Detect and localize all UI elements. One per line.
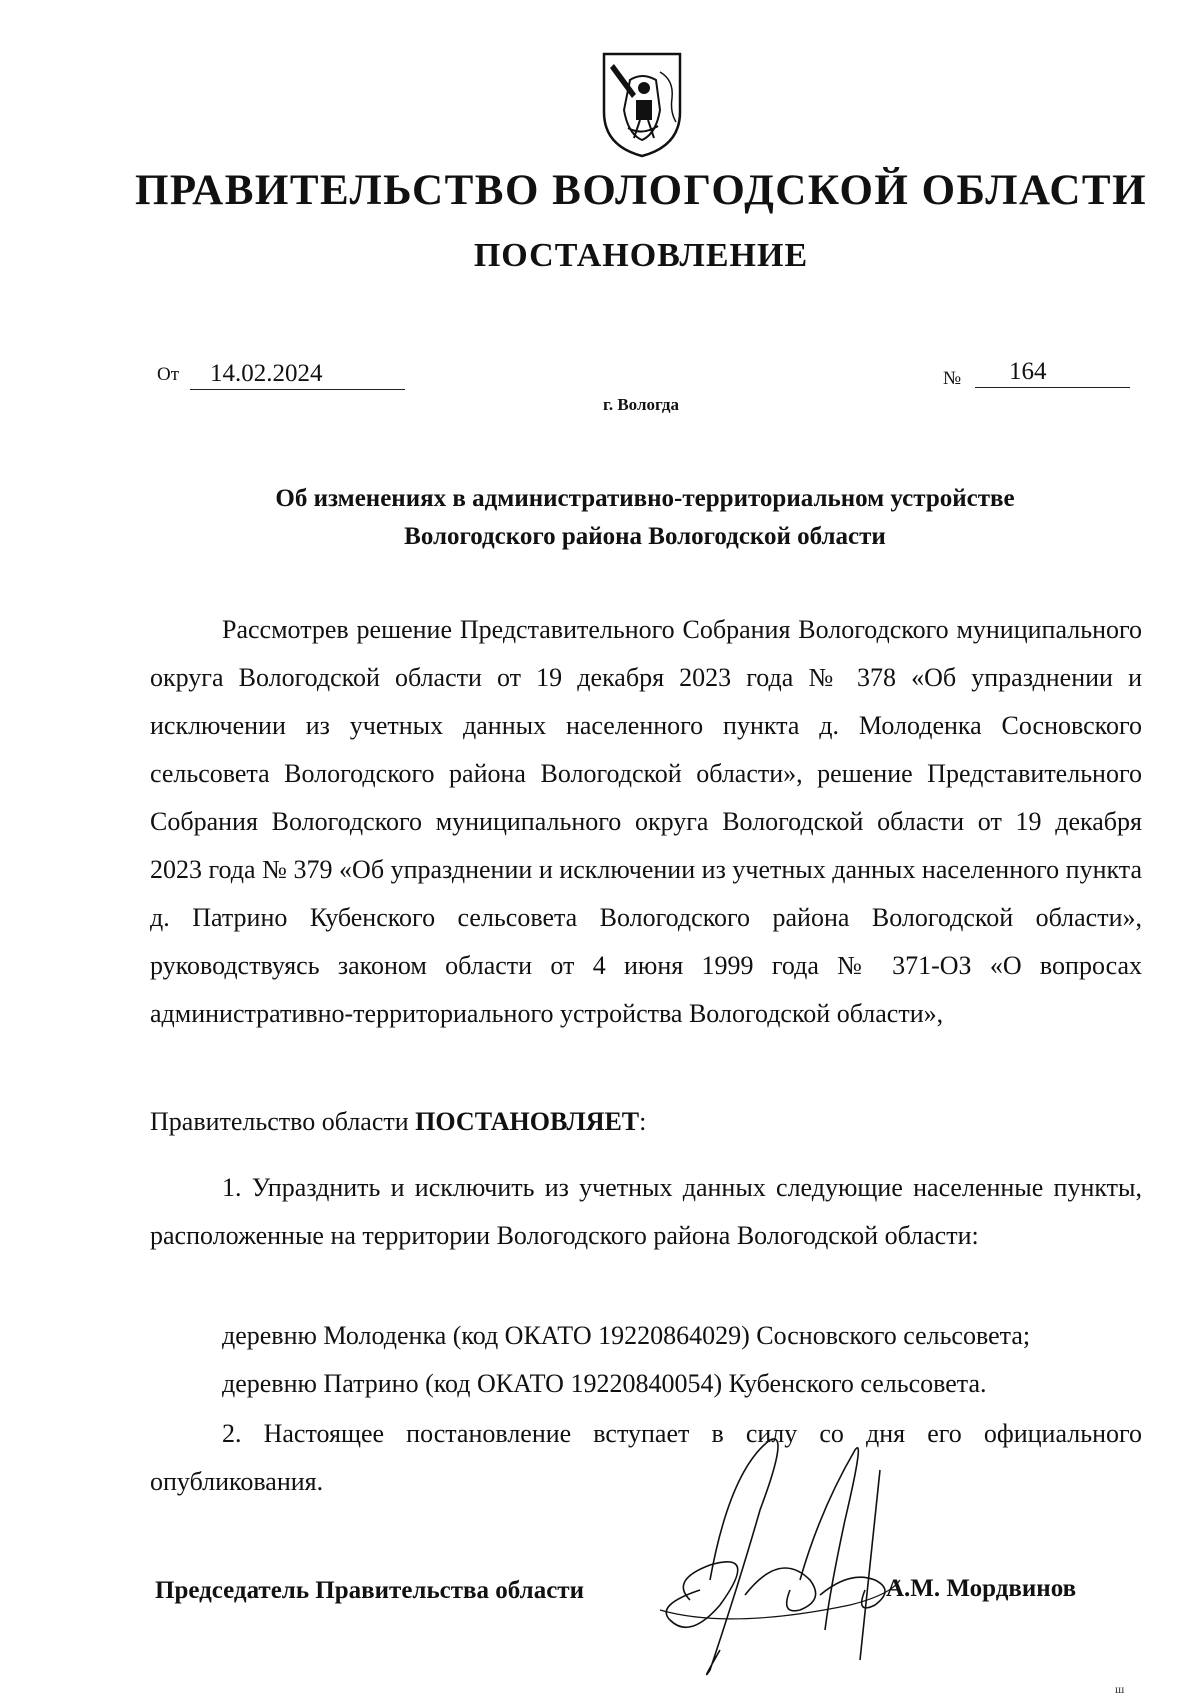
subject-line: Об изменениях в административно-территориальном устройстве [275, 485, 1015, 512]
footer-mark: ш [1115, 1682, 1125, 1696]
signer-name: А.М. Мордвинов [886, 1575, 1077, 1602]
resolves-prefix: Правительство области [150, 1107, 416, 1136]
item-2-paragraph: 2. Настоящее постановление вступает в силу со дня его официального опубликования. [150, 1419, 1142, 1496]
list-item: деревню Патрино (код ОКАТО 19220840054) Кубенского сельсовета. [222, 1369, 987, 1398]
document-number: 164 [975, 358, 1130, 388]
resolves-suffix: : [639, 1107, 647, 1136]
subject-line: Вологодского района Вологодской области [404, 523, 886, 550]
document-subject [150, 480, 1140, 556]
list-item: деревню Молоденка (код ОКАТО 19220864029) Сосновского сельсовета; [222, 1321, 1031, 1350]
document-type: ПОСТАНОВЛЕНИЕ [473, 237, 809, 274]
city: г. Вологда [603, 395, 679, 414]
document-date: 14.02.2024 [190, 360, 405, 390]
item-1-paragraph: 1. Упразднить и исключить из учетных данных следующие населенные пункты, расположенные на территории Вологодского района Вологодской области: [150, 1173, 1142, 1250]
number-label: № [943, 368, 962, 389]
resolves-paragraph [150, 1098, 1142, 1146]
government-title: ПРАВИТЕЛЬСТВО ВОЛОГОДСКОЙ ОБЛАСТИ [134, 167, 1148, 214]
date-label: От [157, 364, 180, 385]
signature-icon [650, 1430, 940, 1690]
signer-title: Председатель Правительства области [155, 1577, 584, 1604]
resolves-word: ПОСТАНОВЛЯЕТ [415, 1107, 640, 1136]
coat-of-arms-icon [600, 50, 684, 160]
preamble-paragraph: Рассмотрев решение Представительного Собрания Вологодского муниципального округа Вологодской области от 19 декабря 2023 года № 378 «Об упразднении и исключении из учетных данных населенного пункта д. Молоденка Сосновского сельсовета Вологодского района Вологодской области», решение Представительного Собрания Вологодского муниципального округа Вологодской области от 19 декабря 2023 года № 379 «Об упразднении и исключении из учетных данных населенного пункта д. Патрино Кубенского сельсовета Вологодского района Вологодской области», руководствуясь законом области от 4 июня 1999 года № 371-ОЗ «О вопросах административно-территориального устройства Вологодской области», [150, 615, 1142, 1028]
